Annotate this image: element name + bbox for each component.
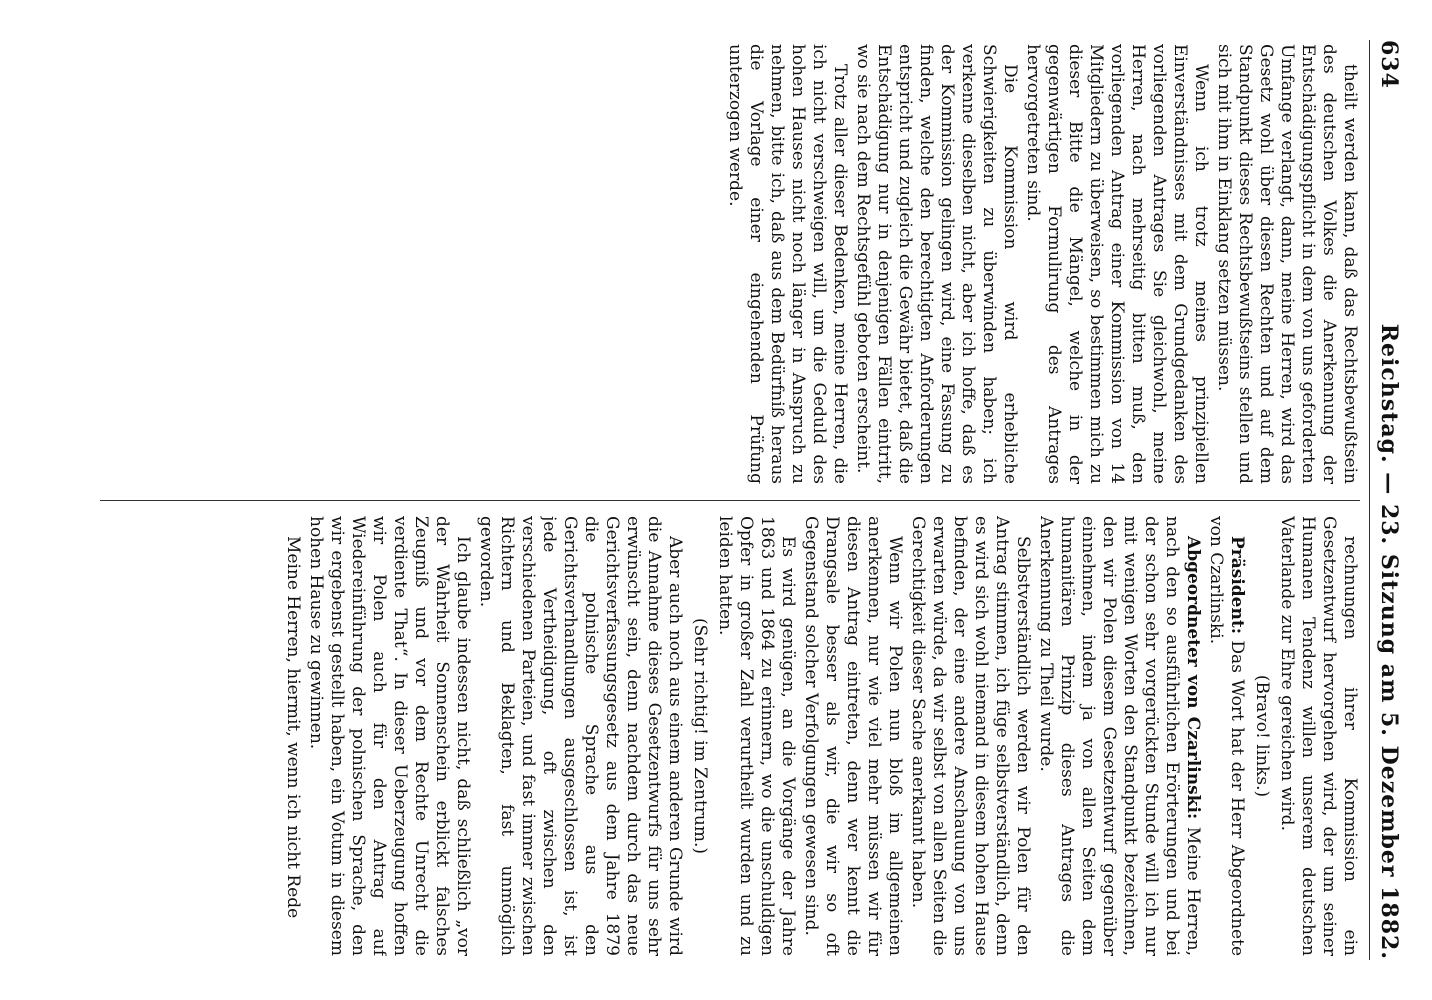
speaker-name: Präsident: [1227, 536, 1247, 634]
paragraph: Aber auch noch aus einem anderen Grunde wird die Annahme dieses Gesetzentwurfs für uns sehr erwünscht sein, denn nachdem durch das neue Gerichtsverfassungsgesetz aus dem Jahre 1879 die polnische Sprache aus den Gerichtsverhandlungen ausgeschlossen ist, ist jede Vertheidigung, oft zwischen den verschiedenen Parteien, und fast immer zwischen Richtern und Beklagten, fast unmöglich geworden. [476, 516, 685, 956]
speech-text: Meine Herren, nach den so ausführlichen Erörterungen und bei der schon sehr vorgerückten Stunde will ich nur mit wenigen Worten den Standpunkt bezeichnen, den wir Polen diesem Gesetzentwurf gegenüber einnehmen, indem ja von allen Seiten dem humanitären Prinzip dieses Antrages die Anerkennung zu Theil wurde. [1036, 516, 1203, 956]
page-header [1374, 40, 1404, 960]
paragraph: Trotz aller dieser Bedenken, meine Herren, die ich nicht verschweigen will, um die Geduld des hohen Hauses nicht noch länger in Anspruch zu nehmen, bitte ich, daß aus dem Bedürfniß heraus die Vorlage einer eingehenden Prüfung unterzogen werde. [725, 44, 850, 484]
paragraph: rechnungen ihrer Kommission ein Gesetzentwurf hervorgehen wird, der um seiner Humanen Tendenz willen unserem deutschen Vaterlande zur Ehre gereichen wird. [1277, 516, 1360, 956]
column-divider [100, 500, 1360, 501]
speaker-name: Abgeordneter von Czarlinski: [1183, 536, 1203, 820]
page-title: Reichstag. — 23. Sitzung am 5. Dezember 1882. [1376, 323, 1402, 960]
paragraph: Meine Herren, hiermit, wenn ich nicht Rede [283, 536, 303, 919]
paragraph: Wenn wir Polen nun bloß im allgemeinen anerkennen, nur wie viel mehr müssen wir für diesen Antrag eintreten, denn wer kennt die Drangsale besser als wir, die wir so oft Gegenstand solcher Verfolgungen gewesen sind. [801, 516, 905, 956]
header-divider [1369, 40, 1370, 960]
speech-text: Das Wort hat der Herr Abgeordnete von Czarlinski. [1206, 516, 1247, 956]
paragraph: theilt werden kann, daß das Rechtsbewußtsein des deutschen Volkes die Anerkennung der Entschädigungspflicht in dem von uns geforderten Umfange verlangt, dann, meine Herren, wird das Gesetz wohl über diesen Rechten und auf dem Standpunkt dieses Rechtsbewußtseins stellen und sich mit ihm in Einklang setzen müssen. [1214, 44, 1360, 484]
paragraph: Wenn ich trotz meines prinzipiellen Einverständnisses mit dem Grundgedanken des vorliegenden Antrages Sie gleichwohl, meine Herren, nach mehrseitig bitten muß, den vorliegenden Antrag einer Kommission von 14 Mitgliedern zu überweisen, so bestimmen mich zu dieser Bitte die Mängel, welche in der gegenwärtigen Formulirung des Antrages hervorgetreten sind. [1023, 44, 1211, 484]
speaker-paragraph [1035, 516, 1203, 956]
paragraph: Die Kommission wird erhebliche Schwierigkeiten zu überwinden haben; ich verkenne dieselben nicht, aber ich hoffe, daß es der Kommission gelingen wird, eine Fassung zu finden, welche den berechtigten Anforderungen entspricht und zugleich die Gewähr bietet, daß die Entschädigung nur in denjenigen Fällen eintritt, wo sie nach dem Rechtsgefühl geboten erscheint. [853, 44, 1020, 484]
right-column [100, 516, 1360, 956]
page-number: 634 [1376, 40, 1402, 89]
paragraph: Selbstverständlich werden wir Polen für den Antrag stimmen, ich füge selbstverständlich, denn es wird sich wohl niemand in diesem hohen Hause befinden, der eine andere Anschauung von uns erwarten würde, da wir selbst von allen Seiten die Gerechtigkeit dieser Sache anerkannt haben. [908, 516, 1033, 956]
speaker-paragraph [1205, 516, 1247, 956]
interjection: (Sehr richtig! im Zentrum.) [690, 617, 710, 855]
paragraph: Es wird genügen, an die Vorgänge der Jahre 1863 und 1864 zu erinnern, wo die unschuldigen Opfer in großer Zahl verurtheilt wurden und zu leiden hatten. [715, 516, 798, 956]
paragraph: Ich glaube indessen nicht, daß schließlich „vor der Wahrheit Sonnenschein erblickt falsches Zeugniß und vor dem Rechte Unrecht die verdiente That“. In dieser Ueberzeugung hoffen wir Polen auch für den Antrag auf Wiedereinführung der polnischen Sprache, den wir ergebenst gestellt haben, ein Votum in diesem hohen Hause zu gewinnen. [306, 516, 473, 956]
left-column [100, 44, 1360, 484]
interjection: (Bravo! links.) [1252, 674, 1272, 798]
